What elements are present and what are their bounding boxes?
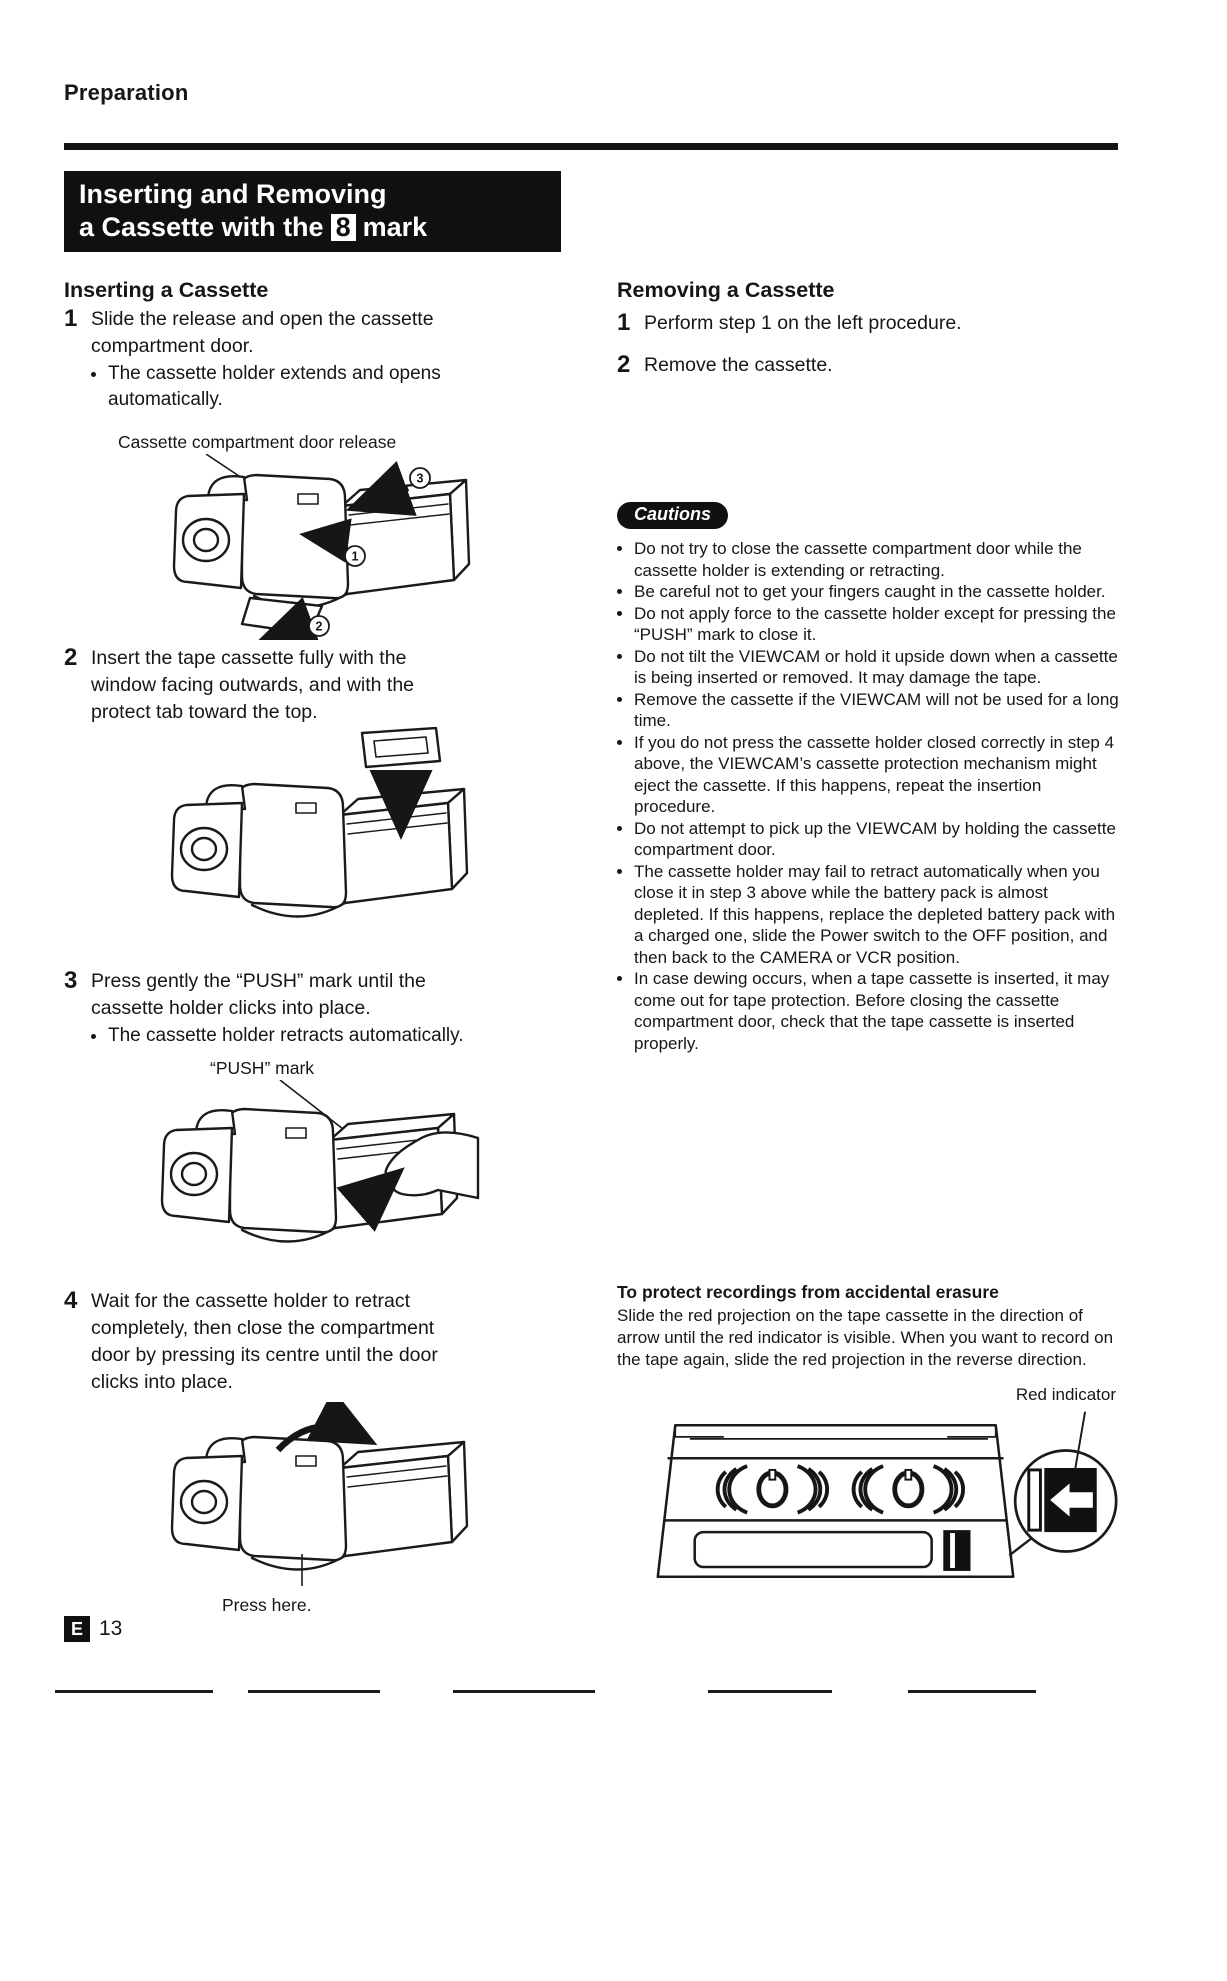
step-number: 2 [64,644,78,671]
protect-heading: To protect recordings from accidental erasure [617,1282,999,1302]
cautions-section [617,502,1120,1054]
tape-cassette-drawing [362,728,440,767]
protect-recordings-section [617,1282,1122,1595]
header-rule [64,143,1118,150]
step-subnote: • The cassette holder extends and opens automatically. [108,361,471,413]
step-remove-2 [617,352,1109,379]
torn-edge-dash [55,1690,213,1693]
removing-heading: Removing a Cassette [617,278,835,302]
section-kicker: Preparation [64,80,189,105]
column-inserting [64,272,504,1672]
torn-edge-dash [708,1690,832,1693]
camcorder-drawing [172,784,467,917]
step-insert-3 [64,968,471,1049]
step-text: Slide the release and open the cassette compartment door. [91,308,434,357]
figure-tape-cassette [617,1385,1122,1595]
title-line2-before: a Cassette with the [79,212,324,242]
circled-label-3: 3 [416,471,424,486]
page-number: 13 [99,1617,123,1640]
inserting-heading: Inserting a Cassette [64,278,269,302]
caution-item: • Do not tilt the VIEWCAM or hold it upside down when a cassette is being inserted or removed. It may damage the tape. [634,646,1120,689]
step-insert-2 [64,645,471,726]
cautions-badge: Cautions [617,502,728,529]
circled-label-1: 1 [351,549,359,564]
red-indicator-label: Red indicator [1015,1385,1116,1404]
torn-edge-dash [908,1690,1036,1693]
step-text: Perform step 1 on the left procedure. [644,312,962,334]
tape-cassette-illustration [617,1401,1122,1601]
figure-caption: Press here. [222,1595,312,1615]
caution-item: • The cassette holder may fail to retract automatically when you close it in step 3 above while the battery pack is almost depleted. If this happens, replace the depleted battery pack with a charged one, slide the Power switch to the OFF position, and then back to the CAMERA or VCR position. [634,861,1120,969]
magnifier-callout [1009,1412,1116,1556]
caution-item: • Remove the cassette if the VIEWCAM will not be used for a long time. [634,689,1120,732]
figure-insert-cassette [150,727,480,960]
camcorder-drawing [172,1437,467,1570]
step-text: Wait for the cassette holder to retract completely, then close the compartment door by pressing its centre until the door clicks into place. [91,1290,438,1393]
camcorder-close-door-illustration [150,1402,480,1588]
camcorder-insert-cassette-illustration [150,727,480,955]
caution-item: • If you do not press the cassette holder closed correctly in step 4 above, the VIEWCAM’s cassette protection mechanism might eject the cassette. If this happens, repeat the insertion procedure. [634,732,1120,818]
title-line2-after: mark [362,212,428,242]
torn-edge-dash [248,1690,380,1693]
page-marker [64,1616,122,1642]
caution-item: • Do not attempt to pick up the VIEWCAM by holding the cassette compartment door. [634,818,1120,861]
step-insert-4 [64,1288,471,1396]
figure-caption: “PUSH” mark [210,1058,315,1078]
step-insert-1 [64,306,471,413]
step-text: Press gently the “PUSH” mark until the cassette holder clicks into place. [91,970,426,1019]
figure-close-door [150,1402,480,1615]
caution-item: • Do not try to close the cassette compartment door while the cassette holder is extending or retracting. [634,538,1120,581]
camcorder-drawing [174,475,469,608]
step-number: 3 [64,967,78,994]
camcorder-open-door-illustration [152,454,492,640]
format-8-mark: 8 [331,214,356,241]
column-removing [617,272,1122,1672]
figure-caption: Cassette compartment door release [118,432,397,452]
torn-edge-dash [453,1690,595,1693]
caution-item: • Be careful not to get your fingers caught in the cassette holder. [634,581,1120,603]
step-text: Insert the tape cassette fully with the window facing outwards, and with the protect tab toward the top. [91,647,415,723]
step-subnote: • The cassette holder retracts automatically. [108,1023,471,1049]
caution-item: • Do not apply force to the cassette holder except for pressing the “PUSH” mark to close it. [634,603,1120,646]
edition-badge: E [64,1616,90,1642]
red-indicator-icon [1044,1468,1096,1532]
figure-press-push [140,1058,480,1275]
camcorder-press-push-illustration [140,1080,480,1270]
protect-body: Slide the red projection on the tape cassette in the direction of arrow until the red indicator is visible. When you want to record on the tape again, slide the red projection in the reverse direction. [617,1306,1114,1369]
step-number: 4 [64,1287,78,1314]
protect-tab-drawing [943,1530,970,1571]
step-remove-1 [617,310,1109,337]
page-title [64,171,561,252]
step-number: 2 [617,351,631,378]
cautions-list [617,538,1120,1054]
step-number: 1 [64,305,78,332]
figure-door-release [114,432,492,645]
circled-label-2: 2 [315,619,323,634]
step-text: Remove the cassette. [644,354,833,376]
title-line1: Inserting and Removing [79,179,387,209]
caution-item: • In case dewing occurs, when a tape cassette is inserted, it may come out for tape protection. Before closing the cassette compartment door, check that the tape cassette is inserted properly. [634,968,1120,1054]
step-number: 1 [617,309,631,336]
